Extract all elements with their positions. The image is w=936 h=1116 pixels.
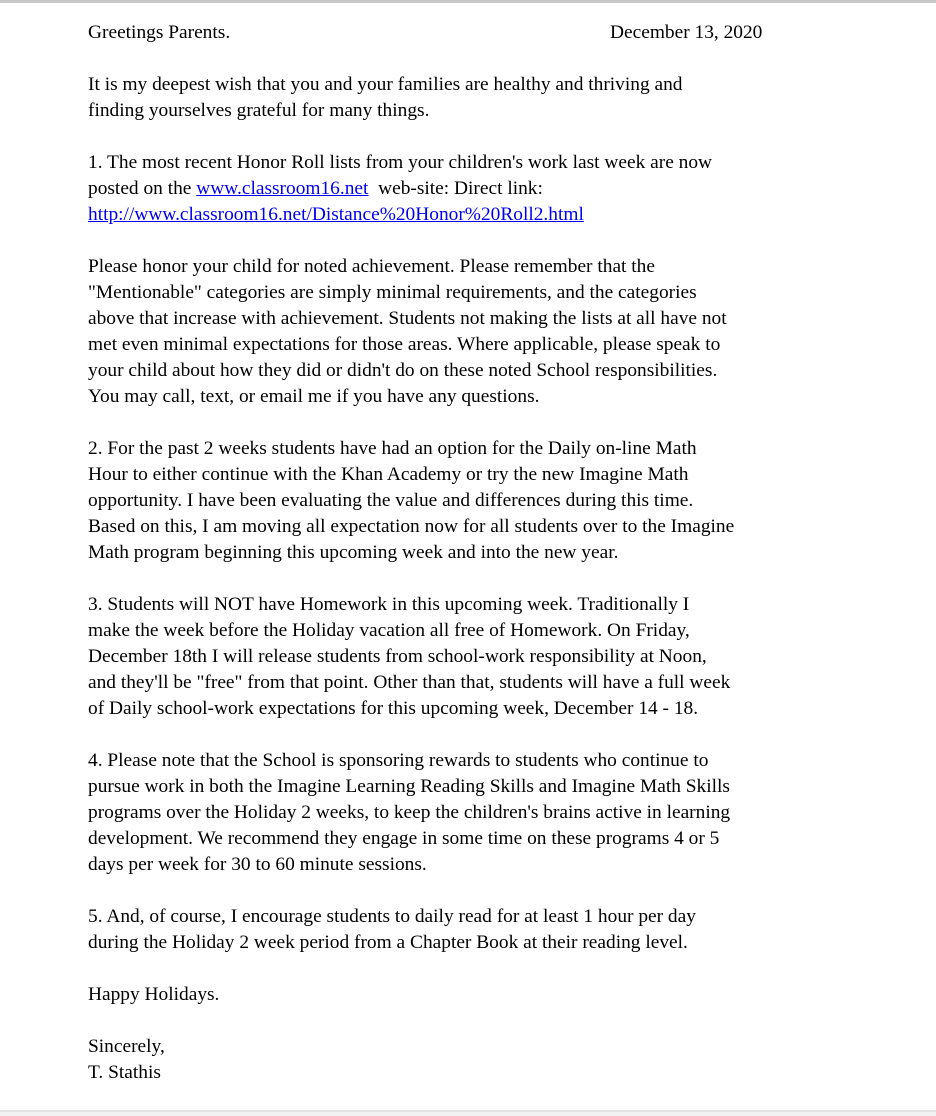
text-line: You may call, text, or email me if you have any questions. <box>88 386 540 407</box>
letter-document <box>88 20 848 1086</box>
text-line: 1. The most recent Honor Roll lists from your children's work last week are now <box>88 152 713 173</box>
text-line: opportunity. I have been evaluating the value and differences during this time. <box>88 490 694 511</box>
text-line: December 18th I will release students from school-work responsibility at Noon, <box>88 646 707 667</box>
text-line: pursue work in both the Imagine Learning Reading Skills and Imagine Math Skills <box>88 776 730 797</box>
text-segment: web-site: Direct link: <box>368 178 543 199</box>
item-3-paragraph <box>88 592 848 722</box>
item-4-paragraph <box>88 748 848 878</box>
signoff: Sincerely, <box>88 1036 165 1057</box>
text-segment: posted on the <box>88 178 197 199</box>
text-line: Based on this, I am moving all expectation now for all students over to the Imagine <box>88 516 735 537</box>
text-line: finding yourselves grateful for many things. <box>88 100 430 121</box>
text-line: make the week before the Holiday vacation all free of Homework. On Friday, <box>88 620 690 641</box>
closing: Happy Holidays. <box>88 984 220 1005</box>
text-line: 2. For the past 2 weeks students have had an option for the Daily on-line Math <box>88 438 697 459</box>
text-line: 3. Students will NOT have Homework in this upcoming week. Traditionally I <box>88 594 690 615</box>
text-line: programs over the Holiday 2 weeks, to keep the children's brains active in learning <box>88 802 731 823</box>
signature-block <box>88 1034 848 1086</box>
intro-paragraph <box>88 72 848 124</box>
signature: T. Stathis <box>88 1062 161 1083</box>
text-line: Math program beginning this upcoming week and into the new year. <box>88 542 619 563</box>
text-line: development. We recommend they engage in some time on these programs 4 or 5 <box>88 828 720 849</box>
honor-roll-direct-link[interactable]: http://www.classroom16.net/Distance%20Honor%20Roll2.html <box>88 204 584 225</box>
letter-date: December 13, 2020 <box>610 22 763 43</box>
text-line: during the Holiday 2 week period from a Chapter Book at their reading level. <box>88 932 688 953</box>
text-line: above that increase with achievement. Students not making the lists at all have not <box>88 308 727 329</box>
text-line: Please honor your child for noted achievement. Please remember that the <box>88 256 655 277</box>
text-line <box>88 202 848 228</box>
text-line: and they'll be "free" from that point. Other than that, students will have a full week <box>88 672 731 693</box>
text-line: met even minimal expectations for those areas. Where applicable, please speak to <box>88 334 721 355</box>
item-2-paragraph <box>88 436 848 566</box>
text-line: Hour to either continue with the Khan Academy or try the new Imagine Math <box>88 464 689 485</box>
text-line: your child about how they did or didn't do on these noted School responsibilities. <box>88 360 718 381</box>
text-line: It is my deepest wish that you and your families are healthy and thriving and <box>88 74 683 95</box>
text-line: of Daily school-work expectations for this upcoming week, December 14 - 18. <box>88 698 699 719</box>
closing-paragraph <box>88 982 848 1008</box>
greeting: Greetings Parents. <box>88 22 231 43</box>
item-1-paragraph <box>88 150 848 228</box>
letter-header <box>88 20 848 46</box>
item-5-paragraph <box>88 904 848 956</box>
classroom-site-link[interactable]: www.classroom16.net <box>196 178 369 199</box>
text-line: 4. Please note that the School is sponsoring rewards to students who continue to <box>88 750 709 771</box>
text-line: 5. And, of course, I encourage students to daily read for at least 1 hour per day <box>88 906 696 927</box>
top-border <box>0 0 936 3</box>
text-line: days per week for 30 to 60 minute sessions. <box>88 854 427 875</box>
honor-note-paragraph <box>88 254 848 410</box>
text-line: "Mentionable" categories are simply minimal requirements, and the categories <box>88 282 697 303</box>
bottom-border <box>0 1110 936 1116</box>
text-line <box>88 176 848 202</box>
